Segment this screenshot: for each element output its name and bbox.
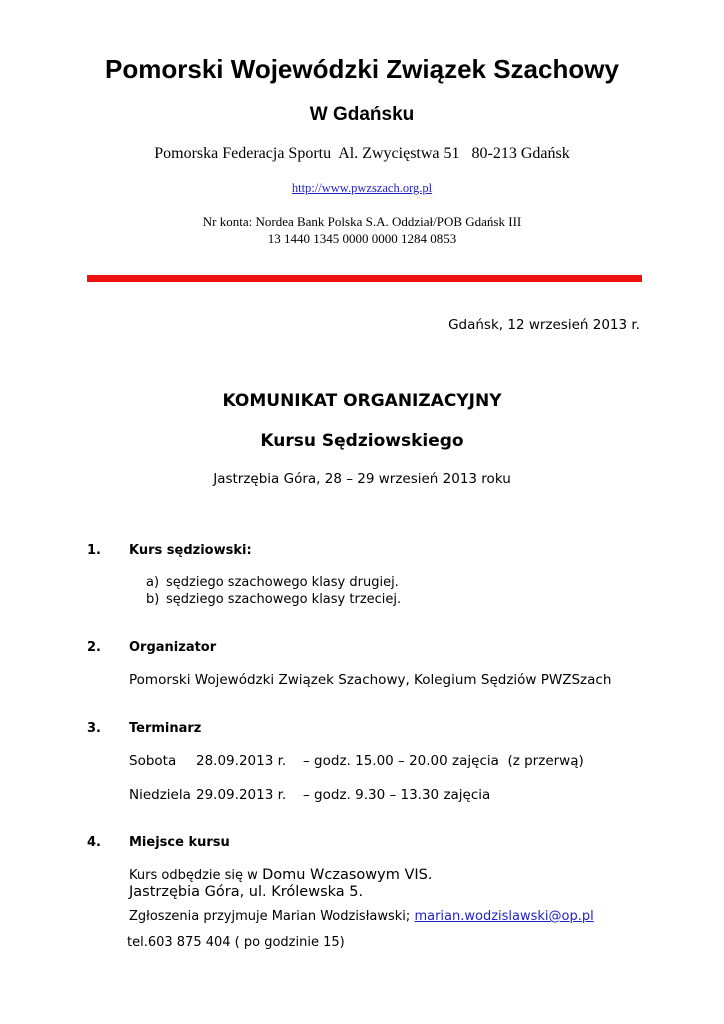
list-item <box>146 592 401 607</box>
bank-account-name: Nr konta: Nordea Bank Polska S.A. Oddział/POB Gdańsk III <box>202 214 522 229</box>
section-4-number: 4. <box>87 835 101 850</box>
section-2-title: Organizator <box>129 640 217 655</box>
bank-account-number: 13 1440 1345 0000 0000 1284 0853 <box>267 231 457 246</box>
federation-address: Pomorska Federacja Sportu Al. Zwycięstwa 51 80-213 Gdańsk <box>154 145 570 162</box>
schedule-details: – godz. 15.00 – 20.00 zajęcia (z przerwą) <box>303 753 584 769</box>
phone-line: tel.603 875 404 ( po godzinie 15) <box>127 935 345 950</box>
venue-prefix: Kurs odbędzie się w <box>129 868 258 883</box>
document-subheading: Kursu Sędziowskiego <box>260 431 464 451</box>
document-date: Gdańsk, 12 wrzesień 2013 r. <box>448 317 640 333</box>
org-subtitle: W Gdańsku <box>309 104 415 125</box>
schedule-row-saturday <box>129 753 584 769</box>
list-marker: a) <box>146 575 160 590</box>
website-link-container <box>0 181 724 196</box>
list-item-text: sędziego szachowego klasy drugiej. <box>166 575 399 590</box>
organizer-text: Pomorski Wojewódzki Związek Szachowy, Kolegium Sędziów PWZSzach <box>129 672 612 688</box>
schedule-row-sunday <box>129 787 490 803</box>
schedule-day: Sobota <box>129 753 177 769</box>
red-divider <box>87 275 642 282</box>
registration-text: Zgłoszenia przyjmuje Marian Wodzisławski; <box>129 909 411 924</box>
venue-line <box>129 867 432 883</box>
list-item-text: sędziego szachowego klasy trzeciej. <box>166 592 402 607</box>
org-title: Pomorski Wojewódzki Związek Szachowy <box>105 54 619 84</box>
section-1-number: 1. <box>87 543 101 558</box>
list-item <box>146 575 399 590</box>
venue-name: Domu Wczasowym VIS. <box>262 867 433 883</box>
schedule-date: 29.09.2013 r. <box>196 787 287 803</box>
schedule-details: – godz. 9.30 – 13.30 zajęcia <box>303 787 491 803</box>
section-4-title: Miejsce kursu <box>129 835 230 850</box>
event-location-dates: Jastrzębia Góra, 28 – 29 wrzesień 2013 roku <box>213 471 511 487</box>
section-3-title: Terminarz <box>129 721 202 736</box>
section-1-title: Kurs sędziowski: <box>129 543 252 558</box>
email-link[interactable]: marian.wodzislawski@op.pl <box>414 909 594 924</box>
section-2-number: 2. <box>87 640 101 655</box>
registration-line <box>129 909 594 924</box>
list-marker: b) <box>146 592 160 607</box>
document-heading: KOMUNIKAT ORGANIZACYJNY <box>222 391 502 411</box>
section-3-number: 3. <box>87 721 101 736</box>
website-link[interactable]: http://www.pwzszach.org.pl <box>291 181 433 195</box>
schedule-date: 28.09.2013 r. <box>196 753 287 769</box>
schedule-day: Niedziela <box>129 787 191 803</box>
venue-address: Jastrzębia Góra, ul. Królewska 5. <box>129 884 364 900</box>
